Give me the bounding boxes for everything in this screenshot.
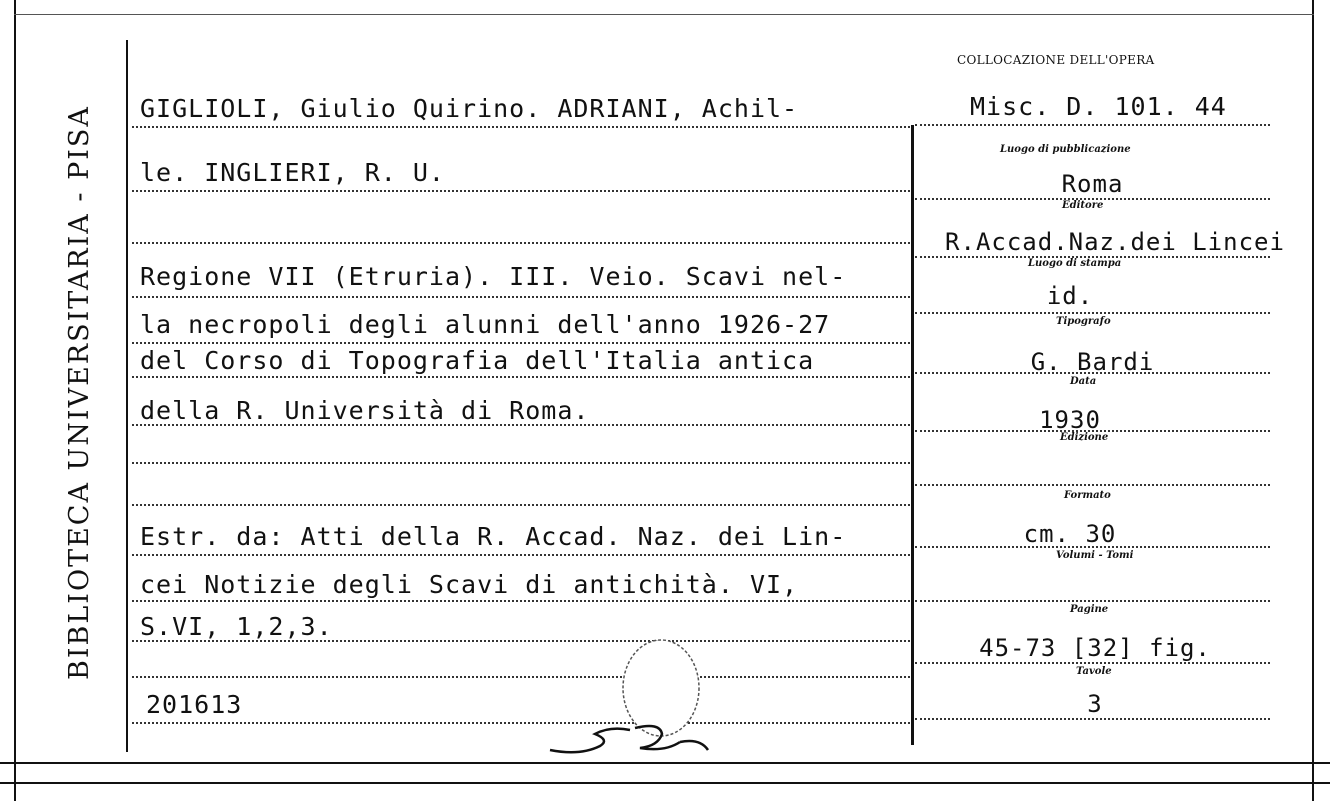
left-line: cei Notizie degli Scavi di antichità. VI, xyxy=(140,570,799,599)
margin-rule xyxy=(126,40,128,752)
field-value-luogo-pubblicazione: Roma xyxy=(1061,170,1124,198)
rule-left xyxy=(132,554,910,556)
field-label-formato: Formato xyxy=(1064,490,1111,501)
left-line: le. INGLIERI, R. U. xyxy=(140,158,445,187)
field-value-formato: cm. 30 xyxy=(1023,520,1117,548)
field-label-volumi-tomi: Volumi - Tomi xyxy=(1056,550,1134,561)
rule-right xyxy=(915,600,1270,602)
left-line: della R. Università di Roma. xyxy=(140,396,590,425)
rule-left xyxy=(132,126,910,128)
field-value-luogo-stampa: id. xyxy=(1046,282,1094,310)
card-left-edge xyxy=(14,0,16,801)
left-line: Estr. da: Atti della R. Accad. Naz. dei Lin- xyxy=(140,522,847,551)
rule-right xyxy=(915,662,1270,664)
card-bottom-rule-2 xyxy=(0,782,1330,784)
rule-left xyxy=(132,242,910,244)
shelfmark-rule xyxy=(915,124,1270,126)
rule-right xyxy=(915,312,1270,314)
field-label-pagine: Pagine xyxy=(1070,604,1109,615)
field-value-tipografo: G. Bardi xyxy=(1030,348,1155,376)
field-value-editore: R.Accad.Naz.dei Lincei xyxy=(945,228,1285,256)
rule-right xyxy=(915,718,1270,720)
rule-left xyxy=(132,190,910,192)
field-label-tavole: Tavole xyxy=(1076,666,1112,677)
field-value-pagine: 45-73 [32] fig. xyxy=(979,634,1211,662)
left-line: GIGLIOLI, Giulio Quirino. ADRIANI, Achil- xyxy=(140,94,799,123)
column-rule xyxy=(911,125,914,745)
card-top-edge xyxy=(14,14,1314,15)
card-bottom-rule xyxy=(0,762,1330,764)
rule-left xyxy=(132,462,910,464)
rule-left xyxy=(132,722,910,724)
handwritten-number-stroke xyxy=(540,712,720,760)
rule-left xyxy=(132,342,910,344)
rule-right xyxy=(915,546,1270,548)
shelfmark: Misc. D. 101. 44 xyxy=(970,92,1227,121)
field-label-luogo-stampa: Luogo di stampa xyxy=(1028,258,1122,269)
rule-left xyxy=(132,376,910,378)
field-label-tipografo: Tipografo xyxy=(1056,316,1111,327)
field-label-edizione: Edizione xyxy=(1060,432,1109,443)
rule-left xyxy=(132,424,910,426)
collocation-header: COLLOCAZIONE DELL'OPERA xyxy=(957,53,1155,67)
rule-right xyxy=(915,372,1270,374)
field-label-luogo-pubblicazione: Luogo di pubblicazione xyxy=(1000,144,1131,155)
rule-left xyxy=(132,600,910,602)
left-line: la necropoli degli alunni dell'anno 1926-27 xyxy=(140,310,831,339)
rule-left xyxy=(132,640,910,642)
left-line: del Corso di Topografia dell'Italia antica xyxy=(140,346,815,375)
inventory-number: 201613 xyxy=(146,690,243,719)
rule-left xyxy=(132,676,910,678)
card-right-edge xyxy=(1312,0,1314,801)
field-label-editore: Editore xyxy=(1062,200,1104,211)
field-value-data: 1930 xyxy=(1039,406,1101,434)
left-line: Regione VII (Etruria). III. Veio. Scavi nel- xyxy=(140,262,847,291)
rule-left xyxy=(132,296,910,298)
left-line: S.VI, 1,2,3. xyxy=(140,612,333,641)
rule-left xyxy=(132,504,910,506)
rule-right xyxy=(915,484,1270,486)
field-value-tavole: 3 xyxy=(1087,690,1103,718)
library-name-vertical: BIBLIOTECA UNIVERSITARIA - PISA xyxy=(64,105,95,680)
field-label-data: Data xyxy=(1070,376,1097,387)
